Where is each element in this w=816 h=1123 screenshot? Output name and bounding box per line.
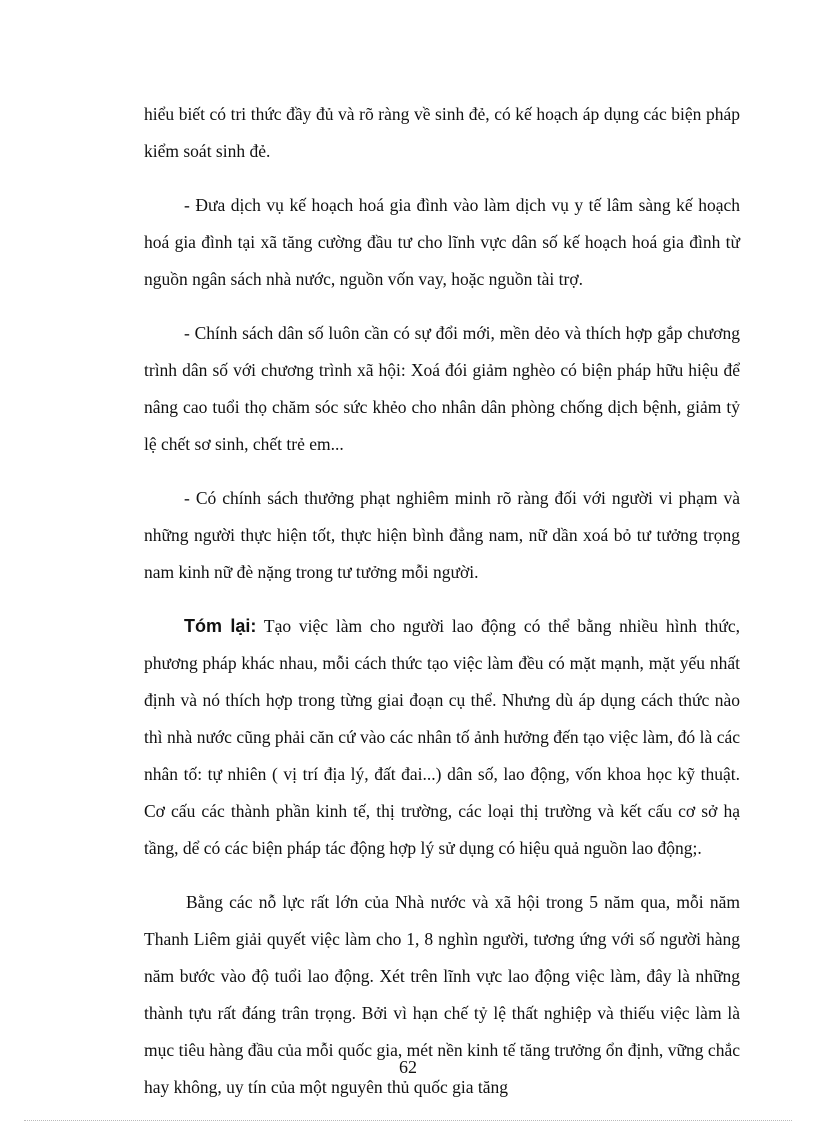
paragraph-population-policy: - Chính sách dân số luôn cần có sự đổi mới, mền dẻo và thích hợp gắp chương trình dân số với chương trình xã hội: Xoá đói giảm nghèo có biện pháp hữu hiệu để nâng cao tuổi thọ chăm sóc sức khẻo cho nhân dân phòng chống dịch bệnh, giảm tỷ lệ chết sơ sinh, chết trẻ em...	[144, 323, 740, 454]
paragraph-family-planning-services: - Đưa dịch vụ kế hoạch hoá gia đình vào làm dịch vụ y tế lâm sàng kế hoạch hoá gia đình tại xã tăng cường đầu tư cho lĩnh vực dân số kế hoạch hoá gia đình từ nguồn ngân sách nhà nước, nguồn vốn vay, hoặc nguồn tài trợ.	[144, 195, 740, 289]
paragraph-continuation: hiểu biết có tri thức đầy đủ và rõ ràng về sinh đẻ, có kế hoạch áp dụng các biện pháp kiểm soát sinh đẻ.	[144, 104, 740, 161]
footer-divider	[24, 1120, 792, 1121]
summary-text: Tạo việc làm cho người lao động có thể bằng nhiều hình thức, phương pháp khác nhau, mỗi cách thức tạo việc làm đều có mặt mạnh, mặt yếu nhất định và nó thích hợp trong từng giai đoạn cụ thể. Nhưng dù áp dụng cách thức nào thì nhà nước cũng phải căn cứ vào các nhân tố ảnh hưởng đến tạo việc làm, đó là các nhân tố: tự nhiên ( vị trí địa lý, đất đai...) dân số, lao động, vốn khoa học kỹ thuật. Cơ cấu các thành phần kinh tế, thị trường, các loại thị trường và kết cấu cơ sở hạ tầng, dể có các biện pháp tác động hợp lý sử dụng có hiệu quả nguồn lao động;.	[144, 616, 740, 858]
page-number: 62	[399, 1057, 417, 1077]
paragraph-summary	[144, 608, 740, 867]
paragraph-reward-policy: - Có chính sách thưởng phạt nghiêm minh rõ ràng đối với người vi phạm và những người thực hiện tốt, thực hiện bình đẳng nam, nữ dần xoá bỏ tư tưởng trọng nam kinh nữ đè nặng trong tư tưởng mỗi người.	[144, 488, 740, 582]
summary-lead: Tóm lại:	[184, 616, 257, 636]
paragraph-achievements: Bằng các nỗ lực rất lớn của Nhà nước và xã hội trong 5 năm qua, mỗi năm Thanh Liêm giải quyết việc làm cho 1, 8 nghìn người, tương ứng với số người hàng năm bước vào độ tuổi lao động. Xét trên lĩnh vực lao động việc làm, đây là những thành tựu rất đáng trân trọng. Bởi vì hạn chế tỷ lệ thất nghiệp và thiếu việc làm là mục tiêu hàng đầu của mỗi quốc gia, mét nền kinh tế tăng trưởng ổn định, vững chắc hay không, uy tín của một nguyên thủ quốc gia tăng	[144, 892, 740, 1097]
body-text	[144, 96, 740, 1106]
